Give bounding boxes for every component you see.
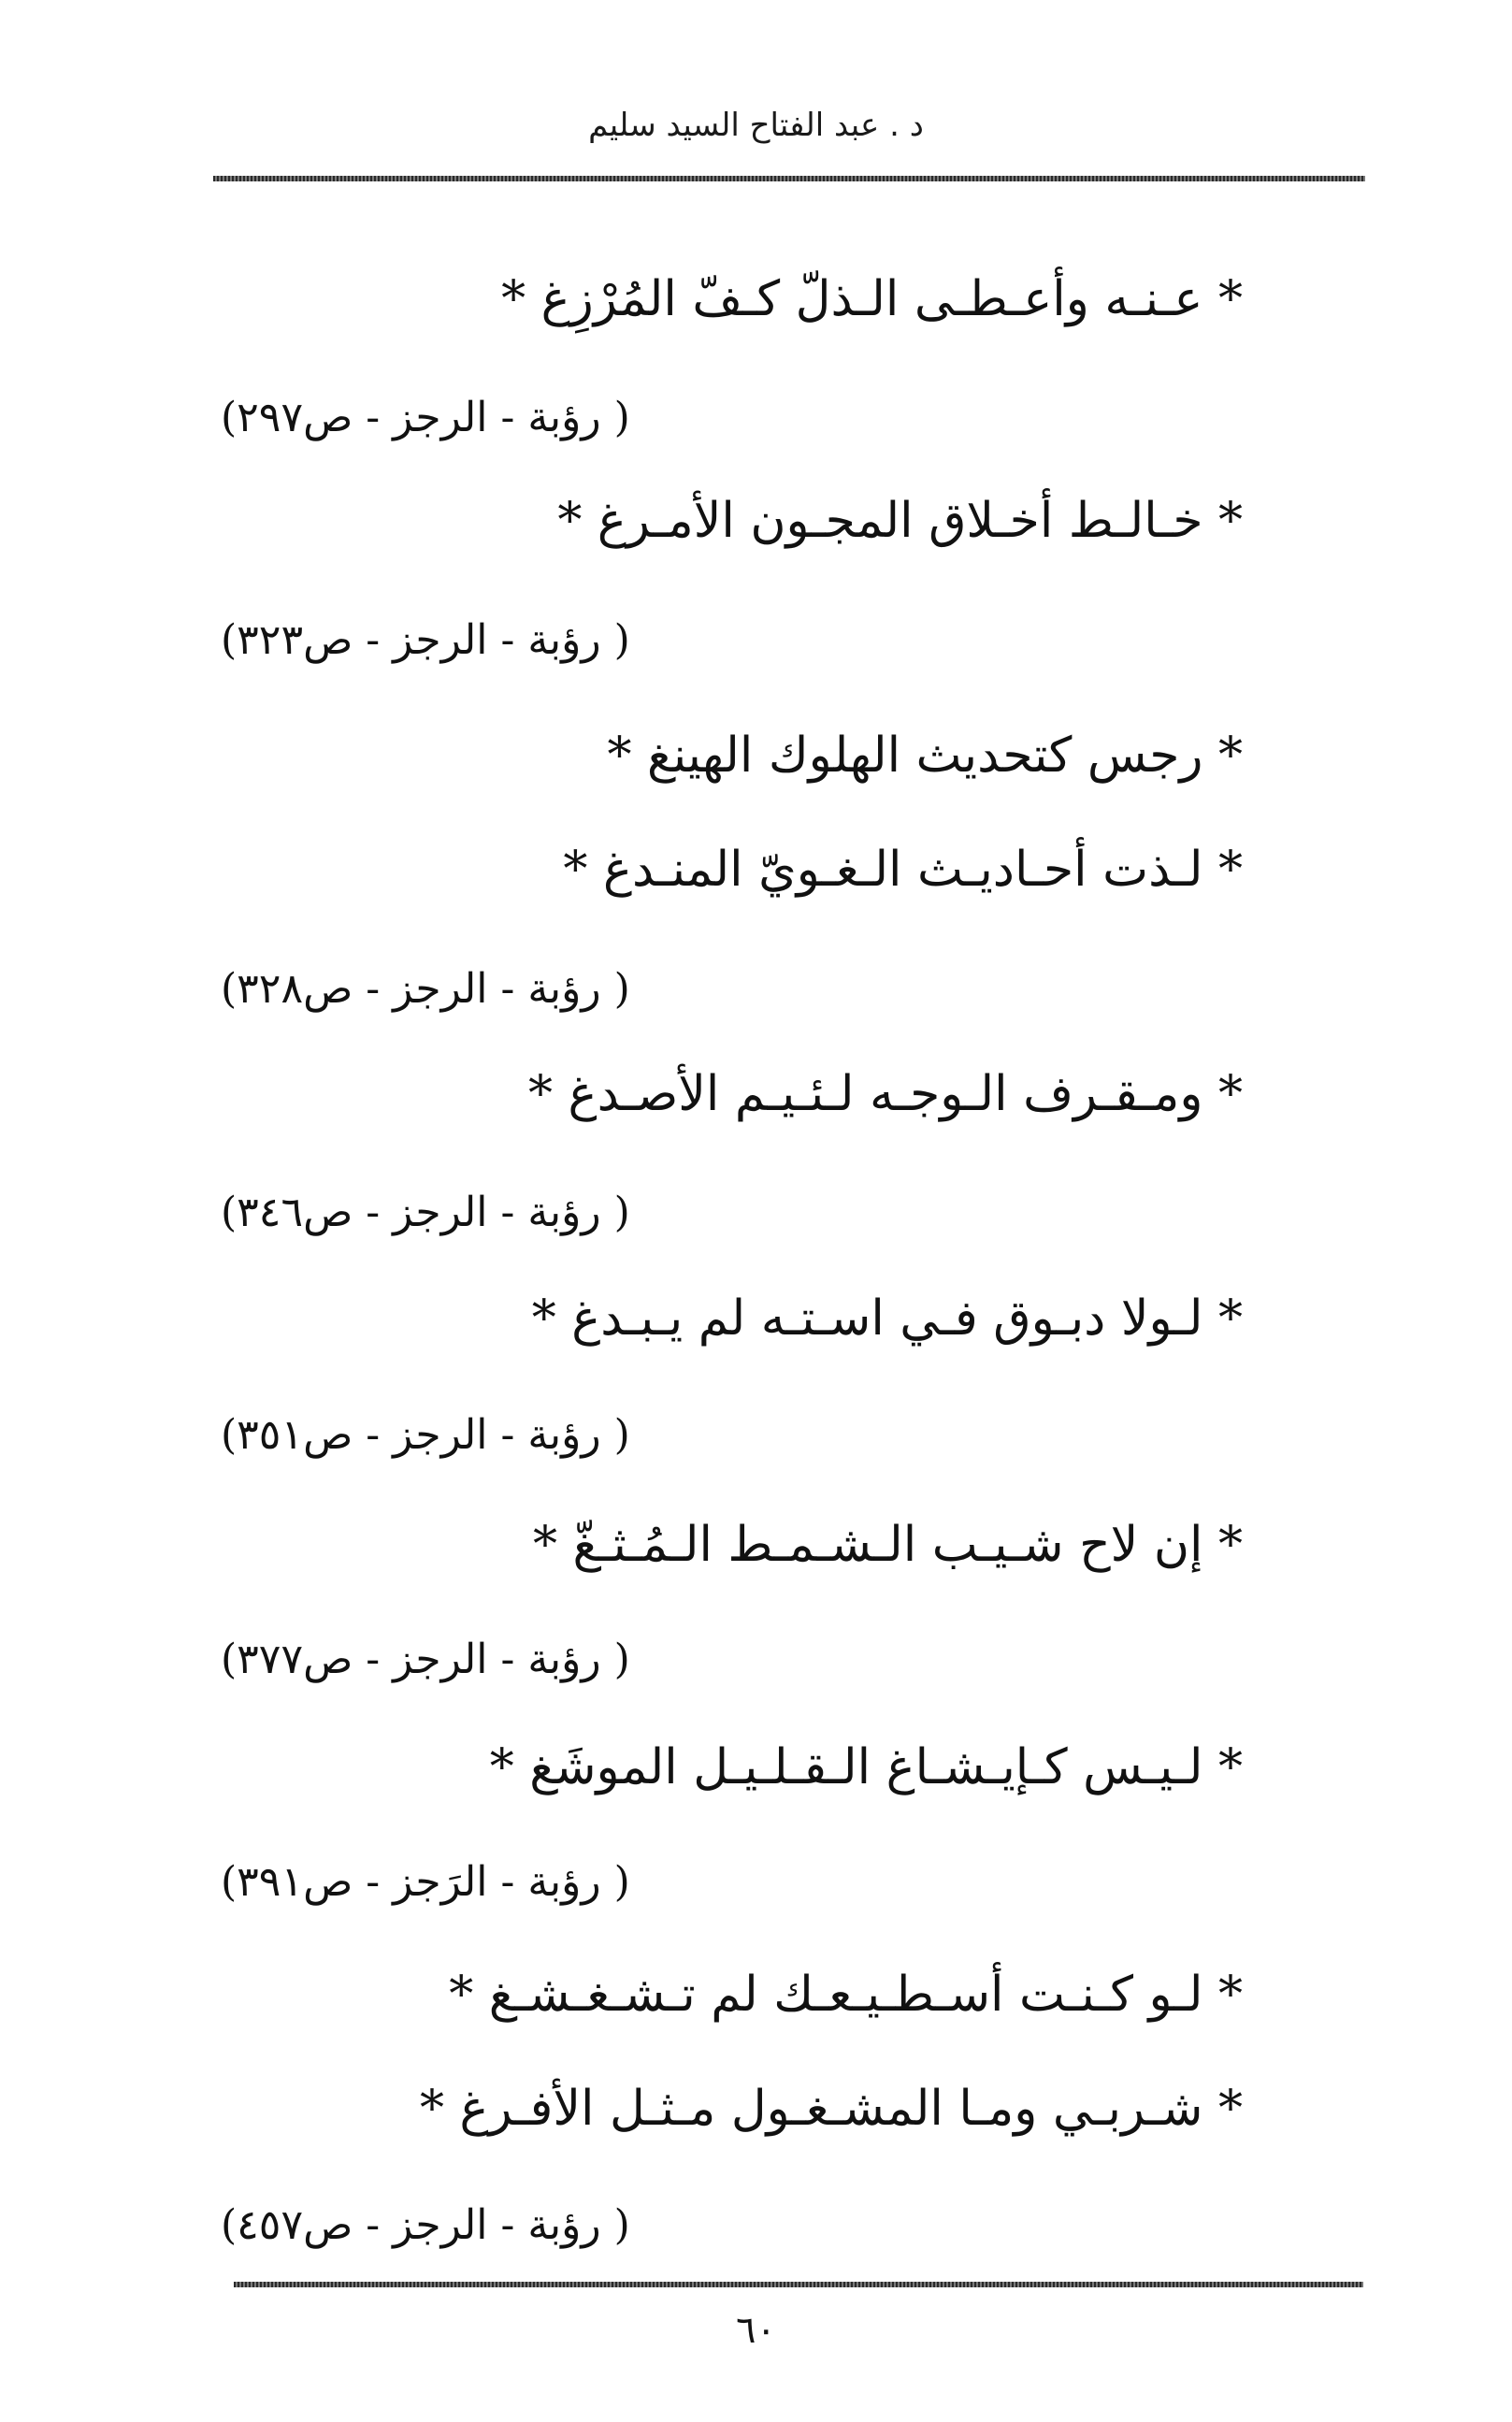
footer-rule — [234, 2282, 1363, 2287]
verse-line: * عـنـه وأعـطـى الـذلّ كـفّ المُرْزِغ * — [501, 271, 1243, 327]
citation-line: ( رؤبة - الرجز - ص٤٥٧) — [221, 2201, 630, 2249]
verse-line: * لـو كـنـت أسـطـيـعـك لم تـشـغـشـغ * — [449, 1967, 1243, 2023]
verse-line: * خـالـط أخـلاق المجـون الأمـرغ * — [557, 493, 1243, 549]
citation-line: ( رؤبة - الرجز - ص٣٧٧) — [221, 1636, 630, 1683]
verse-line: * ومـقـرف الـوجـه لـئـيـم الأصـدغ * — [528, 1066, 1243, 1122]
verse-line: * لـيـس كـإيـشـاغ الـقـلـيـل الموشَغ * — [489, 1739, 1243, 1795]
verse-line: * شـربـي ومـا المشـغـول مـثـل الأفـرغ * — [419, 2081, 1243, 2137]
running-header: د . عبد الفتاح السيد سليم — [588, 107, 924, 144]
citation-line: ( رؤبة - الرجز - ص٣٥١) — [221, 1411, 630, 1459]
verse-line: * لـولا دبـوق فـي اسـتـه لم يـبـدغ * — [531, 1290, 1243, 1347]
citation-line: ( رؤبة - الرَجز - ص٣٩١) — [221, 1858, 630, 1906]
citation-line: ( رؤبة - الرجز - ص٣٢٨) — [221, 965, 630, 1013]
page-number: ٦٠ — [736, 2309, 776, 2352]
citation-line: ( رؤبة - الرجز - ص٢٩٧) — [221, 394, 630, 441]
citation-line: ( رؤبة - الرجز - ص٣٢٣) — [221, 616, 630, 664]
verse-line: * لـذت أحـاديـث الـغـويّ المنـدغ * — [563, 842, 1243, 898]
verse-line: * إن لاح شـيـب الـشـمـط الـمُـثـغّ * — [532, 1517, 1243, 1573]
verse-line: * رجس كتحديث الهلوك الهينغ * — [607, 728, 1243, 784]
citation-line: ( رؤبة - الرجز - ص٣٤٦) — [221, 1189, 630, 1236]
